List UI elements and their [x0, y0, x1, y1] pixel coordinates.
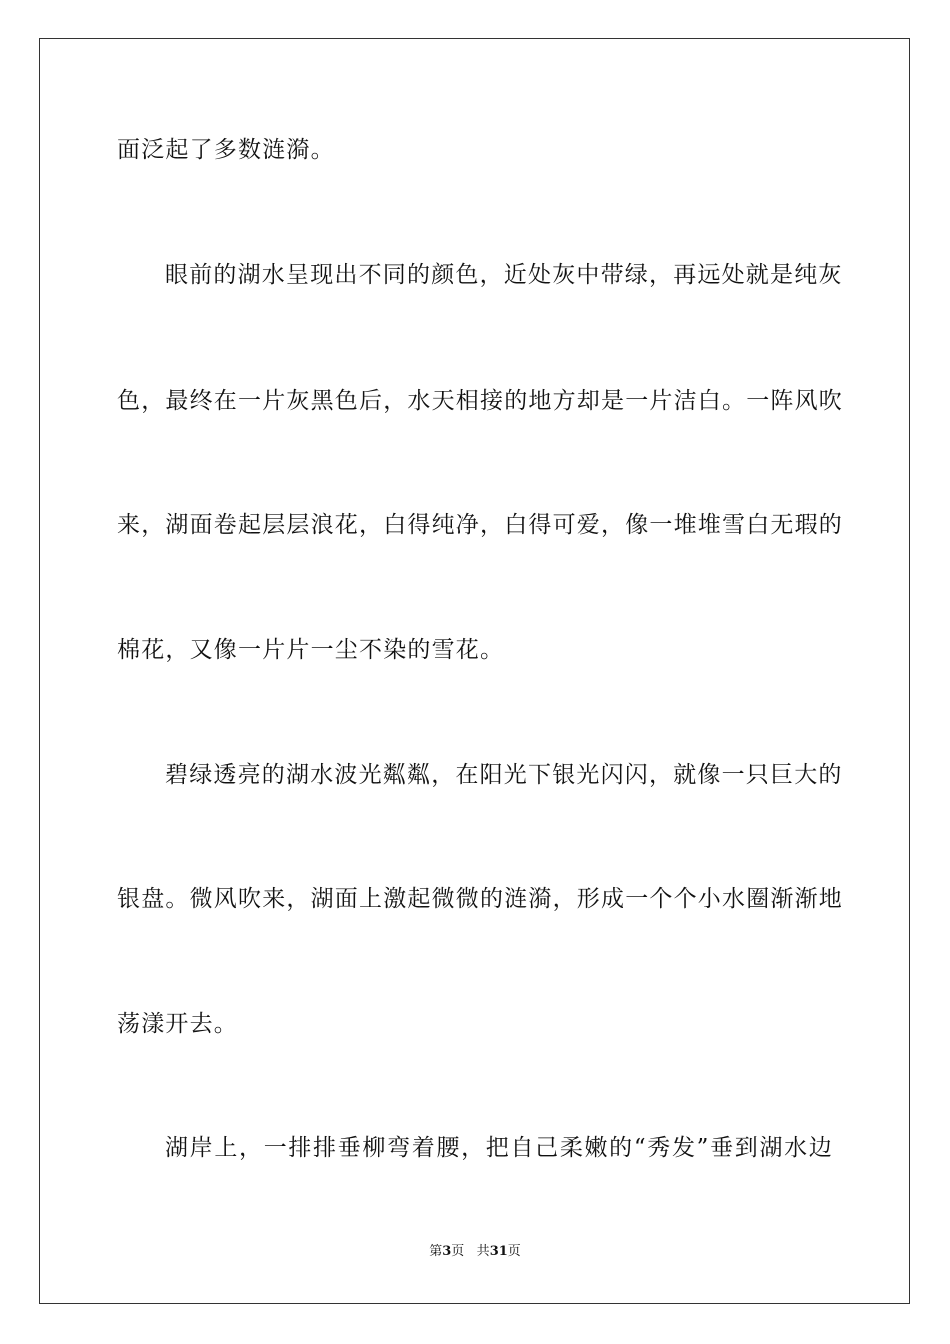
paragraph-line: 银盘。微风吹来，湖面上激起微微的涟漪，形成一个个小水圈渐渐地 [117, 886, 843, 912]
paragraph-line: 色，最终在一片灰黑色后，水天相接的地方却是一片洁白。一阵风吹 [117, 388, 843, 414]
total-prefix: 共 [476, 1244, 490, 1259]
page-number: 3 [442, 1244, 452, 1259]
page-prefix: 第 [429, 1244, 443, 1259]
total-pages: 31 [489, 1244, 508, 1259]
total-suffix: 页 [507, 1244, 521, 1259]
page-footer [0, 1244, 950, 1260]
paragraph-line: 荡漾开去。 [117, 1011, 238, 1037]
page-border [39, 38, 910, 1304]
page-suffix: 页 [451, 1244, 465, 1259]
paragraph-line: 湖岸上，一排排垂柳弯着腰，把自己柔嫩的“秀发”垂到湖水边 [165, 1135, 833, 1161]
paragraph-line: 棉花，又像一片片一尘不染的雪花。 [117, 637, 505, 663]
paragraph-line: 眼前的湖水呈现出不同的颜色，近处灰中带绿，再远处就是纯灰 [165, 262, 843, 288]
paragraph-line: 碧绿透亮的湖水波光粼粼，在阳光下银光闪闪，就像一只巨大的 [165, 762, 843, 788]
paragraph-line: 来，湖面卷起层层浪花，白得纯净，白得可爱，像一堆堆雪白无瑕的 [117, 512, 843, 538]
paragraph-line: 面泛起了多数涟漪。 [117, 137, 335, 163]
